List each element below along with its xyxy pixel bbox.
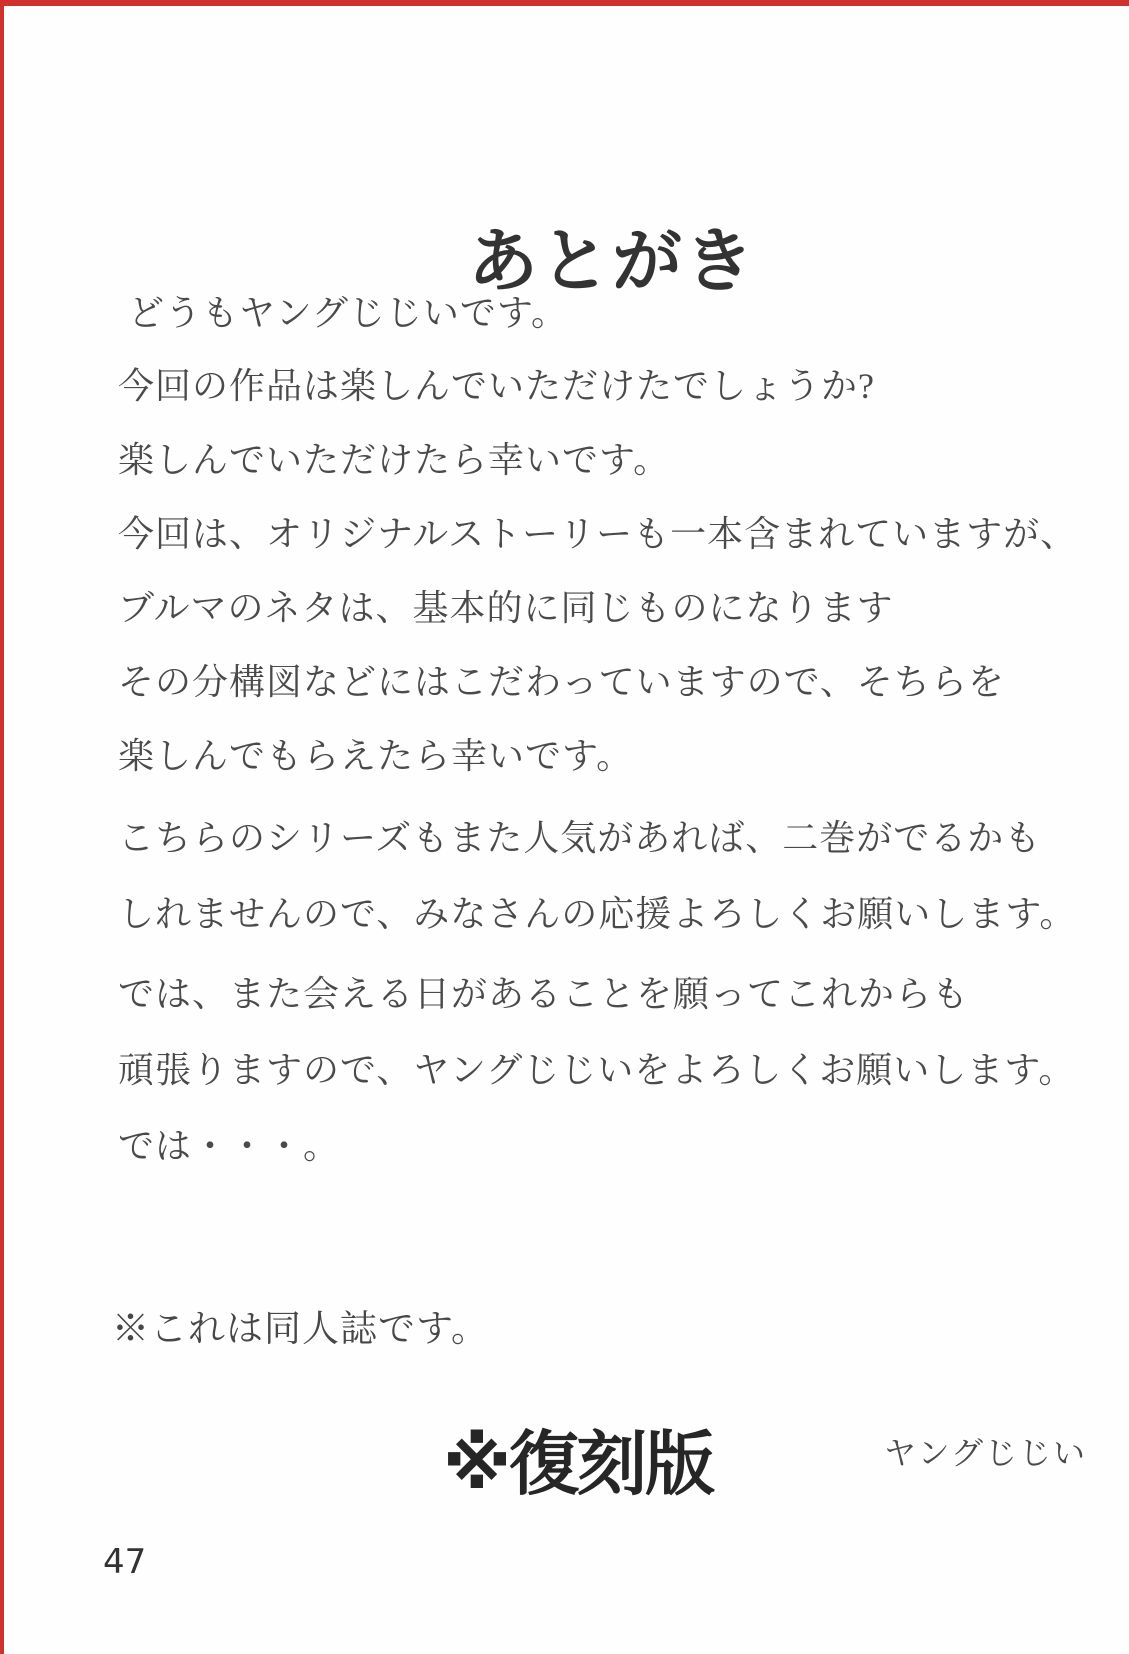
- afterword-line: その分構図などにはこだわっていますので、そちらを: [118, 662, 1005, 702]
- afterword-line: 楽しんでいただけたら幸いです。: [118, 440, 671, 480]
- scan-edge-left: [0, 0, 4, 1654]
- afterword-line: ブルマのネタは、基本的に同じものになります: [118, 588, 894, 628]
- reprint-edition-stamp: ※復刻版: [443, 1423, 714, 1505]
- afterword-line: では、また会える日があることを願ってこれからも: [118, 974, 970, 1014]
- afterword-line: 楽しんでもらえたら幸いです。: [118, 736, 634, 776]
- author-signature: ヤングじじい: [884, 1435, 1088, 1471]
- afterword-line: しれませんので、みなさんの応援よろしくお願いします。: [118, 894, 1077, 934]
- scan-edge-top: [0, 0, 1129, 6]
- afterword-line: では・・・。: [118, 1126, 341, 1166]
- page-title: あとがき: [468, 223, 756, 301]
- afterword-line: 頑張りますので、ヤングじじいをよろしくお願いします。: [118, 1050, 1076, 1090]
- afterword-line: こちらのシリーズもまた人気があれば、二巻がでるかも: [118, 818, 1042, 858]
- page-number: 47: [103, 1542, 147, 1582]
- afterword-line: 今回は、オリジナルストーリーも一本含まれていますが、: [118, 514, 1078, 554]
- afterword-line: どうもヤングじじいです。: [128, 293, 569, 333]
- doujinshi-disclaimer: ※これは同人誌です。: [112, 1309, 490, 1350]
- afterword-line: 今回の作品は楽しんでいただけたでしょうか?: [118, 366, 875, 406]
